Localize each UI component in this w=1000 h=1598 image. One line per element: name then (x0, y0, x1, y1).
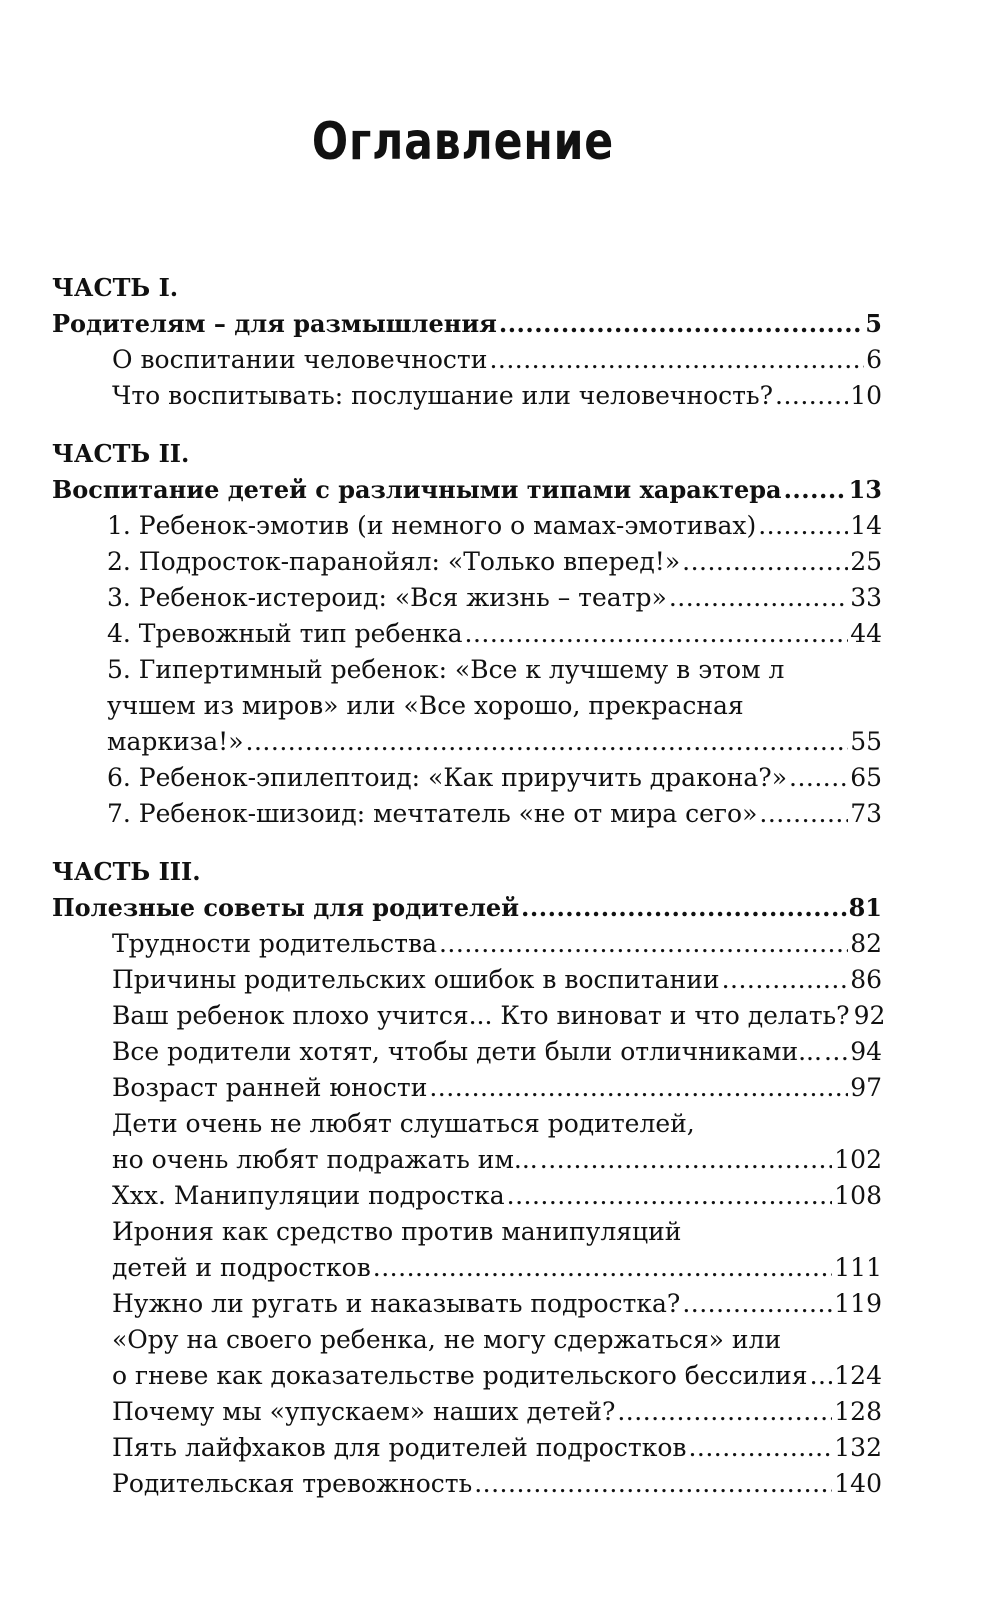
leader-dots (474, 1466, 832, 1502)
entry-row (52, 616, 882, 652)
entry-text: Почему мы «упускаем» наших детей? (112, 1397, 616, 1426)
toc-entry[interactable] (52, 1214, 882, 1286)
toc-entry[interactable] (52, 342, 882, 378)
part-heading: Полезные советы для родителей (52, 893, 520, 922)
entry-row (52, 544, 882, 580)
page-number: 111 (834, 1253, 882, 1282)
entry-text: учшем из миров» или «Все хорошо, прекрасная (107, 691, 744, 720)
entry-text: 2. Подросток-паранойял: «Только вперед!» (107, 547, 681, 576)
entry-text: Трудности родительства (112, 929, 437, 958)
entry-text: Все родители хотят, чтобы дети были отличниками... (112, 1037, 822, 1066)
entry-text: детей и подростков (112, 1253, 371, 1282)
page-number: 33 (850, 583, 882, 612)
entry-text: Родительская тревожность (112, 1469, 473, 1498)
entry-text: 5. Гипертимный ребенок: «Все к лучшему в этом л (107, 655, 785, 684)
entry-row (52, 926, 882, 962)
part-heading: Родителям – для размышления (52, 309, 497, 338)
entry-row (52, 1142, 882, 1178)
entry-line (52, 652, 882, 688)
entry-row (52, 1070, 882, 1106)
part-heading-row[interactable] (52, 890, 882, 926)
page-number: 108 (834, 1181, 882, 1210)
page-number: 124 (834, 1361, 882, 1390)
entry-text: Ххх. Манипуляции подростка (112, 1181, 505, 1210)
leader-dots (682, 1286, 832, 1322)
toc-part (52, 854, 886, 1502)
part-heading: Воспитание детей с различными типами характера (52, 475, 782, 504)
entry-text: Что воспитывать: послушание или человечность? (112, 381, 774, 410)
page-number: 14 (850, 511, 882, 540)
entry-text: но очень любят подражать им... (112, 1145, 538, 1174)
toc-entry[interactable] (52, 1286, 882, 1322)
toc-part (52, 436, 882, 832)
entry-row (52, 1034, 882, 1070)
entry-line (52, 1214, 882, 1250)
entry-row (52, 760, 882, 796)
entry-text: 6. Ребенок-эпилептоид: «Как приручить дракона?» (107, 763, 788, 792)
entry-text: Дети очень не любят слушаться родителей, (112, 1109, 695, 1138)
page-number: 102 (834, 1145, 882, 1174)
entry-row (52, 1250, 882, 1286)
page-number: 6 (866, 345, 882, 374)
leader-dots (540, 1142, 833, 1178)
entry-row (52, 1466, 882, 1502)
toc-entry[interactable] (52, 1070, 882, 1106)
toc-entry[interactable] (52, 544, 882, 580)
part-label: ЧАСТЬ I. (52, 273, 179, 302)
entry-row (52, 1358, 882, 1394)
page-number: 81 (848, 893, 882, 922)
page-number: 132 (834, 1433, 882, 1462)
entry-text: 1. Ребенок-эмотив (и немного о мамах-эмотивах) (107, 511, 757, 540)
page-number: 55 (850, 727, 882, 756)
page-number: 82 (850, 929, 882, 958)
table-of-contents (52, 270, 886, 1524)
entry-row (52, 1178, 882, 1214)
entry-text: маркиза!» (107, 727, 244, 756)
page-number: 119 (834, 1289, 882, 1318)
entry-line (52, 688, 882, 724)
leader-dots (246, 724, 849, 760)
entry-text: 4. Тревожный тип ребенка (107, 619, 463, 648)
entry-text: Нужно ли ругать и наказывать подростка? (112, 1289, 681, 1318)
leader-dots (810, 1358, 833, 1394)
leader-dots (373, 1250, 833, 1286)
entry-text: О воспитании человечности (112, 345, 488, 374)
leader-dots (682, 544, 848, 580)
toc-entry[interactable] (52, 796, 882, 832)
leader-dots (507, 1178, 833, 1214)
entry-text: «Ору на своего ребенка, не могу сдержаться» или (112, 1325, 782, 1354)
page-number: 92 (853, 1001, 886, 1030)
toc-entry[interactable] (52, 1034, 882, 1070)
entry-text: 3. Ребенок-истероид: «Вся жизнь – театр» (107, 583, 667, 612)
leader-dots (521, 890, 847, 926)
toc-entry[interactable] (52, 1394, 882, 1430)
entry-row (52, 378, 882, 414)
leader-dots (489, 342, 864, 378)
toc-entry[interactable] (52, 508, 882, 544)
leader-dots (617, 1394, 832, 1430)
toc-entry[interactable] (52, 1466, 882, 1502)
toc-entry[interactable] (52, 652, 882, 760)
entry-row (52, 1430, 882, 1466)
leader-dots (775, 378, 848, 414)
toc-entry[interactable] (52, 962, 882, 998)
toc-entry[interactable] (52, 1106, 882, 1178)
entry-row (52, 1394, 882, 1430)
page-number: 10 (850, 381, 882, 410)
entry-text: 7. Ребенок-шизоид: мечтатель «не от мира сего» (107, 799, 758, 828)
leader-dots (499, 306, 863, 342)
entry-row (52, 580, 882, 616)
toc-entry[interactable] (52, 1430, 882, 1466)
page-number: 140 (834, 1469, 882, 1498)
entry-text: Причины родительских ошибок в воспитании (112, 965, 720, 994)
page-number: 73 (850, 799, 882, 828)
leader-dots (439, 926, 848, 962)
page-title: Оглавление (311, 112, 615, 172)
page-number: 25 (850, 547, 882, 576)
entry-row (52, 508, 882, 544)
entry-row (52, 998, 886, 1034)
toc-entry[interactable] (52, 616, 882, 652)
entry-row (52, 342, 882, 378)
entry-line (52, 1106, 882, 1142)
leader-dots (722, 962, 849, 998)
page-number: 44 (850, 619, 882, 648)
leader-dots (784, 472, 847, 508)
leader-dots (465, 616, 849, 652)
toc-entry[interactable] (52, 998, 886, 1034)
part-label: ЧАСТЬ III. (52, 857, 201, 886)
page-number: 97 (850, 1073, 882, 1102)
toc-entry[interactable] (52, 378, 882, 414)
leader-dots (758, 508, 848, 544)
page-number: 128 (834, 1397, 882, 1426)
page-number: 5 (865, 309, 882, 338)
entry-line (52, 1322, 882, 1358)
leader-dots (789, 760, 848, 796)
leader-dots (669, 580, 848, 616)
leader-dots (429, 1070, 848, 1106)
leader-dots (688, 1430, 832, 1466)
part-heading-row[interactable] (52, 472, 882, 508)
toc-entry[interactable] (52, 760, 882, 796)
page-number: 86 (850, 965, 882, 994)
toc-entry[interactable] (52, 580, 882, 616)
toc-entry[interactable] (52, 1178, 882, 1214)
entry-row (52, 796, 882, 832)
entry-text: о гневе как доказательстве родительского бессилия (112, 1361, 808, 1390)
entry-row (52, 1286, 882, 1322)
entry-row (52, 724, 882, 760)
toc-entry[interactable] (52, 1322, 882, 1394)
leader-dots (824, 1034, 848, 1070)
entry-text: Пять лайфхаков для родителей подростков (112, 1433, 687, 1462)
entry-row (52, 962, 882, 998)
page-number: 65 (850, 763, 882, 792)
entry-text: Ирония как средство против манипуляций (112, 1217, 682, 1246)
leader-dots (759, 796, 848, 832)
page-number: 94 (850, 1037, 882, 1066)
toc-part (52, 270, 882, 414)
part-label: ЧАСТЬ II. (52, 439, 190, 468)
page-number: 13 (848, 475, 882, 504)
entry-text: Ваш ребенок плохо учится... Кто виноват и что делать? (112, 1001, 850, 1030)
entry-text: Возраст ранней юности (112, 1073, 428, 1102)
part-heading-row[interactable] (52, 306, 882, 342)
toc-entry[interactable] (52, 926, 882, 962)
